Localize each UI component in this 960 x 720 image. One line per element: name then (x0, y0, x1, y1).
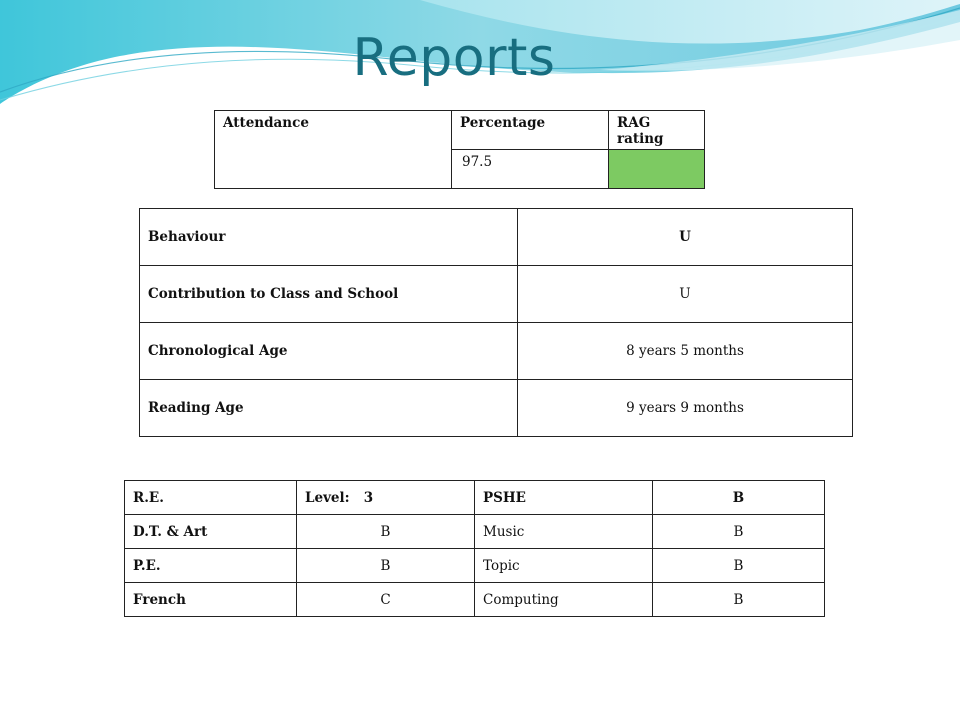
table-row (125, 481, 825, 515)
attendance-header: Attendance (215, 111, 452, 189)
behaviour-label: Behaviour (140, 209, 518, 266)
subject-grade: B (297, 549, 475, 583)
attendance-percentage: 97.5 (452, 150, 609, 189)
table-row (140, 380, 853, 437)
percentage-header: Percentage (452, 111, 609, 150)
rag-rating-header: RAG rating (609, 111, 705, 150)
subject-name: French (125, 583, 297, 617)
subjects-table (124, 480, 825, 617)
contribution-value: U (518, 266, 853, 323)
reading-age-label: Reading Age (140, 380, 518, 437)
subject-grade: B (653, 515, 825, 549)
subject-name: D.T. & Art (125, 515, 297, 549)
table-row (140, 323, 853, 380)
table-row (125, 515, 825, 549)
behaviour-table (139, 208, 853, 437)
subject-grade: B (297, 515, 475, 549)
contribution-label: Contribution to Class and School (140, 266, 518, 323)
subject-name: P.E. (125, 549, 297, 583)
reading-age-value: 9 years 9 months (518, 380, 853, 437)
behaviour-value: U (518, 209, 853, 266)
attendance-table (214, 110, 705, 189)
chronological-age-label: Chronological Age (140, 323, 518, 380)
page-title: Reports (352, 28, 556, 88)
subject-grade: B (653, 481, 825, 515)
subject-grade: B (653, 549, 825, 583)
chronological-age-value: 8 years 5 months (518, 323, 853, 380)
subject-grade: B (653, 583, 825, 617)
subject-name: PSHE (475, 481, 653, 515)
subject-name: Topic (475, 549, 653, 583)
rag-rating-indicator (609, 150, 705, 189)
table-row (140, 209, 853, 266)
subject-name: Computing (475, 583, 653, 617)
table-row (125, 549, 825, 583)
subject-grade: C (297, 583, 475, 617)
subject-name: Music (475, 515, 653, 549)
subject-name: R.E. (125, 481, 297, 515)
table-row (140, 266, 853, 323)
table-row (125, 583, 825, 617)
subject-grade: Level: 3 (297, 481, 475, 515)
